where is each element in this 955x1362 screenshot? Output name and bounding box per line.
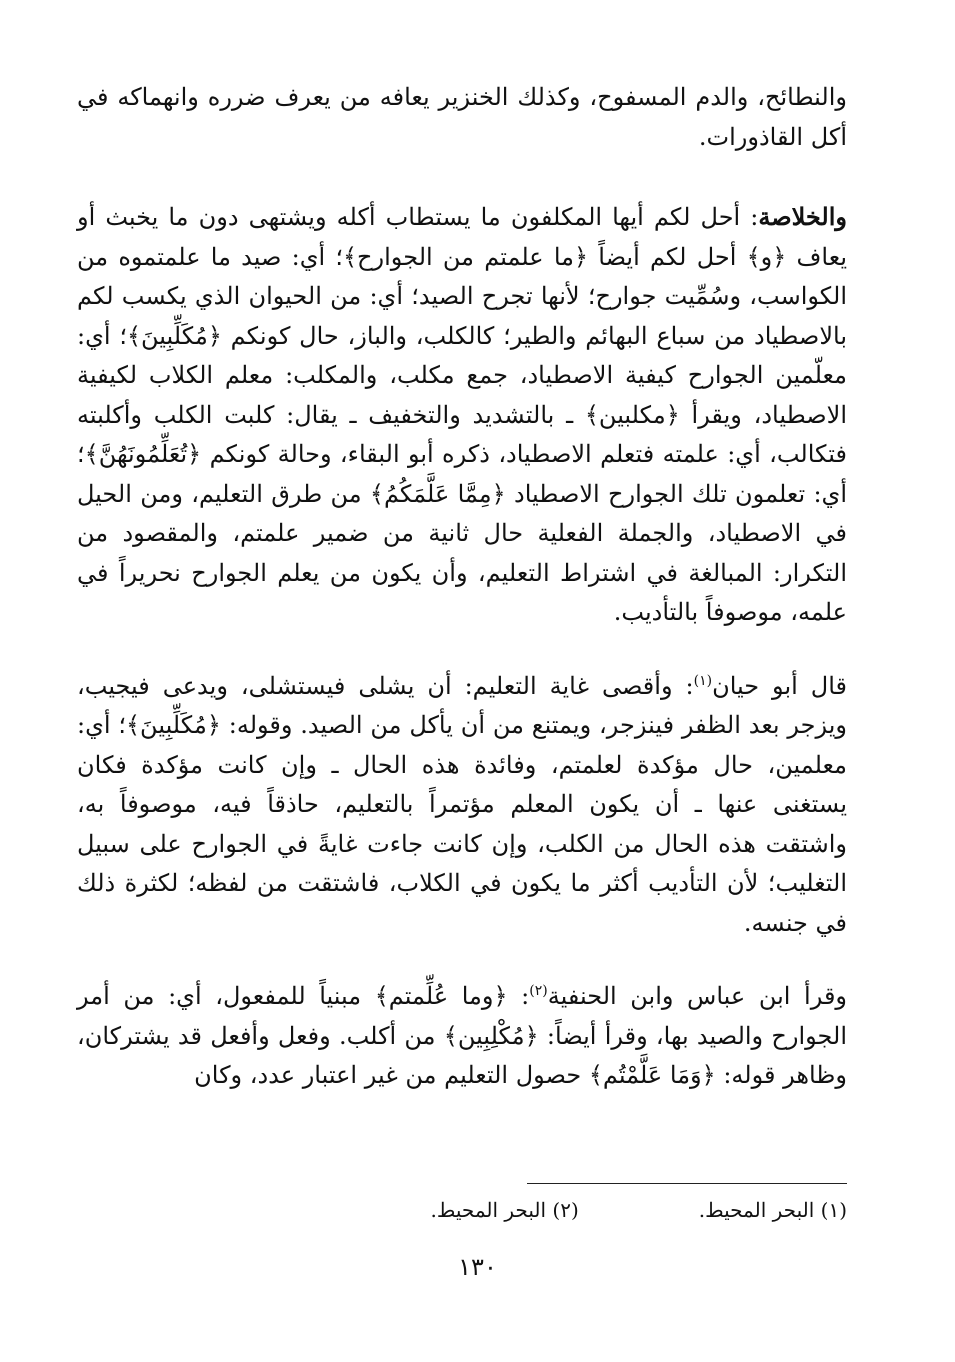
page-body (77, 78, 847, 1096)
footnotes (147, 1196, 847, 1224)
footnote-1-number: (١) (820, 1198, 847, 1222)
page-number: ١٣٠ (458, 1253, 497, 1281)
footnote-ref-2[interactable]: (٢) (529, 983, 548, 999)
footnote-ref-1[interactable]: (١) (693, 672, 713, 689)
paragraph-3-text: : وأقصى غاية التعليم: أن يشلى فيستشلى، ويدعى فيجيب، ويزجر بعد الظفر فينزجر، ويمتنع من أن يأكل من الصيد. وقوله: ﴿مُكَلِّبِينَ﴾؛ أي: معلمين، حال مؤكدة لعلمتم، وفائدة هذه الحال ـ وإن كانت مؤكدة فكان يستغنى عنها ـ أن يكون المعلم مؤتمراً بالتعليم، حاذقاً فيه، موصوفاً به، واشتقت هذه الحال من الكلب، وإن كانت جاءت غايةً في الجوارح على سبيل التغليب؛ لأن التأديب أكثر ما يكون في الكلاب، فاشتقت من لفظه؛ لكثرة ذلك في جنسه. (77, 671, 847, 937)
paragraph-3-lead: قال أبو حيان (712, 671, 847, 700)
paragraph-3 (77, 667, 847, 944)
footnote-1-text: البحر المحيط. (698, 1198, 815, 1222)
footnote-divider (527, 1183, 847, 1184)
paragraph-4-text: : ﴿وما عُلِّمتم﴾ مبنياً للمفعول، أي: من أمر الجوارح والصيد بها، وقرأ أيضاً: ﴿مُكْلِبِين﴾ من أكلب. وفعل وأفعل قد يشتركان، وظاهر قوله: ﴿وَمَا عَلَّمْتُم﴾ حصول التعليم من غير اعتبار عدد، وكان (77, 982, 847, 1089)
footnote-1 (699, 1196, 847, 1224)
footnote-2 (431, 1196, 579, 1224)
paragraph-1 (77, 78, 847, 157)
paragraph-2-text: : أحل لكم أيها المكلفون ما يستطاب أكله ويشتهى دون ما يخبث أو يعاف ﴿و﴾ أحل لكم أيضاً ﴿ما علمتم من الجوارح﴾؛ أي: صيد ما علمتموه من الكواسب، وسُمِّيت جوارح؛ لأنها تجرح الصيد؛ أي: من الحيوان الذي يكسب لكم بالاصطياد من سباع البهائم والطير؛ كالكلب، والباز، حال كونكم ﴿مُكَلِّبِينَ﴾؛ أي: معلّمين الجوارح كيفية الاصطياد، جمع مكلب، والمكلب: معلم الكلاب لكيفية الاصطياد، ويقرأ ﴿مكلبين﴾ ـ بالتشديد والتخفيف ـ يقال: كلبت الكلب وأكلبته فتكالب، أي: علمته فتعلم الاصطياد، ذكره أبو البقاء، وحالة كونكم ﴿تُعَلِّمُونَهُنَّ﴾؛ أي: تعلمون تلك الجوارح الاصطياد ﴿مِمَّا عَلَّمَكُمُ﴾ من طرق التعليم، ومن الحيل في الاصطياد، والجملة الفعلية حال ثانية من ضمير علمتم، والمقصود من التكرار: المبالغة في اشتراط التعليم، وأن يكون من يعلم الجوارح نحريراً في علمه، موصوفاً بالتأديب. (77, 203, 847, 626)
footnote-2-number: (٢) (552, 1198, 579, 1222)
paragraph-4 (77, 977, 847, 1096)
summary-heading: والخلاصة (758, 202, 847, 231)
footnote-2-text: البحر المحيط. (430, 1198, 547, 1222)
paragraph-4-lead: وقرأ ابن عباس وابن الحنفية (547, 982, 848, 1010)
paragraph-1-text: والنطائح، والدم المسفوح، وكذلك الخنزير يعافه من يعرف ضرره وانهماكه في أكل القاذورات. (77, 83, 847, 151)
paragraph-2 (77, 197, 847, 633)
